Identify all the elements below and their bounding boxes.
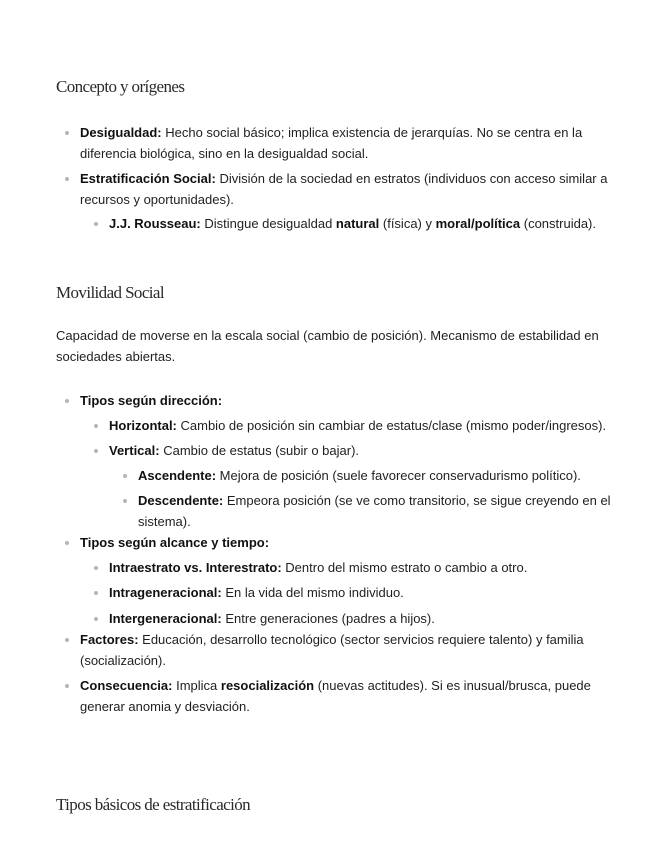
concepto-list xyxy=(56,123,616,236)
list-item xyxy=(56,391,616,532)
term-label: Intrageneracional: xyxy=(109,585,222,600)
list-item xyxy=(80,441,616,532)
section-heading-movilidad: Movilidad Social xyxy=(56,283,164,302)
term-label: Intraestrato vs. Interestrato: xyxy=(109,559,282,575)
list-item xyxy=(80,416,616,437)
item-text: Hecho social básico; implica existencia de jerarquías. No se centra en la diferencia biológica, sino en la desigualdad social. xyxy=(80,125,583,161)
list-item xyxy=(109,491,616,532)
term-label: Vertical: xyxy=(109,443,160,458)
item-text: Empeora posición (se ve como transitorio, se sigue creyendo en el sistema). xyxy=(138,493,611,529)
list-item xyxy=(56,169,616,235)
item-text: Mejora de posición (suele favorecer conservadurismo político). xyxy=(216,467,581,483)
list-item xyxy=(80,558,616,579)
list-item xyxy=(56,123,616,164)
list-item xyxy=(56,533,616,629)
term-label: Horizontal: xyxy=(109,417,177,433)
item-text: División de la sociedad en estratos (individuos con acceso similar a recursos y oportunidades). xyxy=(80,171,608,207)
term-label: Intergeneracional: xyxy=(109,610,222,626)
list-item xyxy=(80,583,616,604)
term-label: Consecuencia: xyxy=(80,678,173,693)
movilidad-list xyxy=(56,391,616,722)
term-label: Descendente: xyxy=(138,493,224,508)
term-label: Ascendente: xyxy=(138,467,217,483)
item-text: Cambio de posición sin cambiar de estatus/clase (mismo poder/ingresos). xyxy=(176,417,607,433)
nested-list xyxy=(80,214,616,235)
item-text: Dentro del mismo estrato o cambio a otro. xyxy=(281,559,528,575)
list-item xyxy=(80,609,616,630)
term-label: Factores: xyxy=(80,632,139,647)
nested-list xyxy=(80,416,616,533)
item-text: Educación, desarrollo tecnológico (sector servicios requiere talento) y familia (socialización). xyxy=(80,632,584,668)
term-label: Desigualdad: xyxy=(80,125,162,140)
movilidad-intro: Capacidad de moverse en la escala social (cambio de posición). Mecanismo de estabilidad en sociedades abiertas. xyxy=(56,328,599,364)
section-heading-concepto: Concepto y orígenes xyxy=(56,77,185,96)
nested-list xyxy=(80,558,616,630)
item-text: En la vida del mismo individuo. xyxy=(221,585,404,600)
item-text: Cambio de estatus (subir o bajar). xyxy=(159,443,360,458)
term-label: Tipos según alcance y tiempo: xyxy=(80,535,270,550)
list-item: Consecuencia: Implica resocialización (nuevas actitudes). Si es inusual/brusca, puede generar anomia y desviación. xyxy=(56,676,616,717)
item-text: Entre generaciones (padres a hijos). xyxy=(221,610,435,626)
list-item xyxy=(56,630,616,671)
section-heading-tipos-basicos: Tipos básicos de estratificación xyxy=(56,795,251,814)
term-label: Tipos según dirección: xyxy=(80,393,223,408)
term-label: J.J. Rousseau: xyxy=(109,216,201,231)
term-label: Estratificación Social: xyxy=(80,171,216,186)
nested-list xyxy=(109,466,616,533)
list-item xyxy=(109,466,616,487)
list-item: J.J. Rousseau: Distingue desigualdad natural (física) y moral/política (construida). xyxy=(80,214,616,235)
